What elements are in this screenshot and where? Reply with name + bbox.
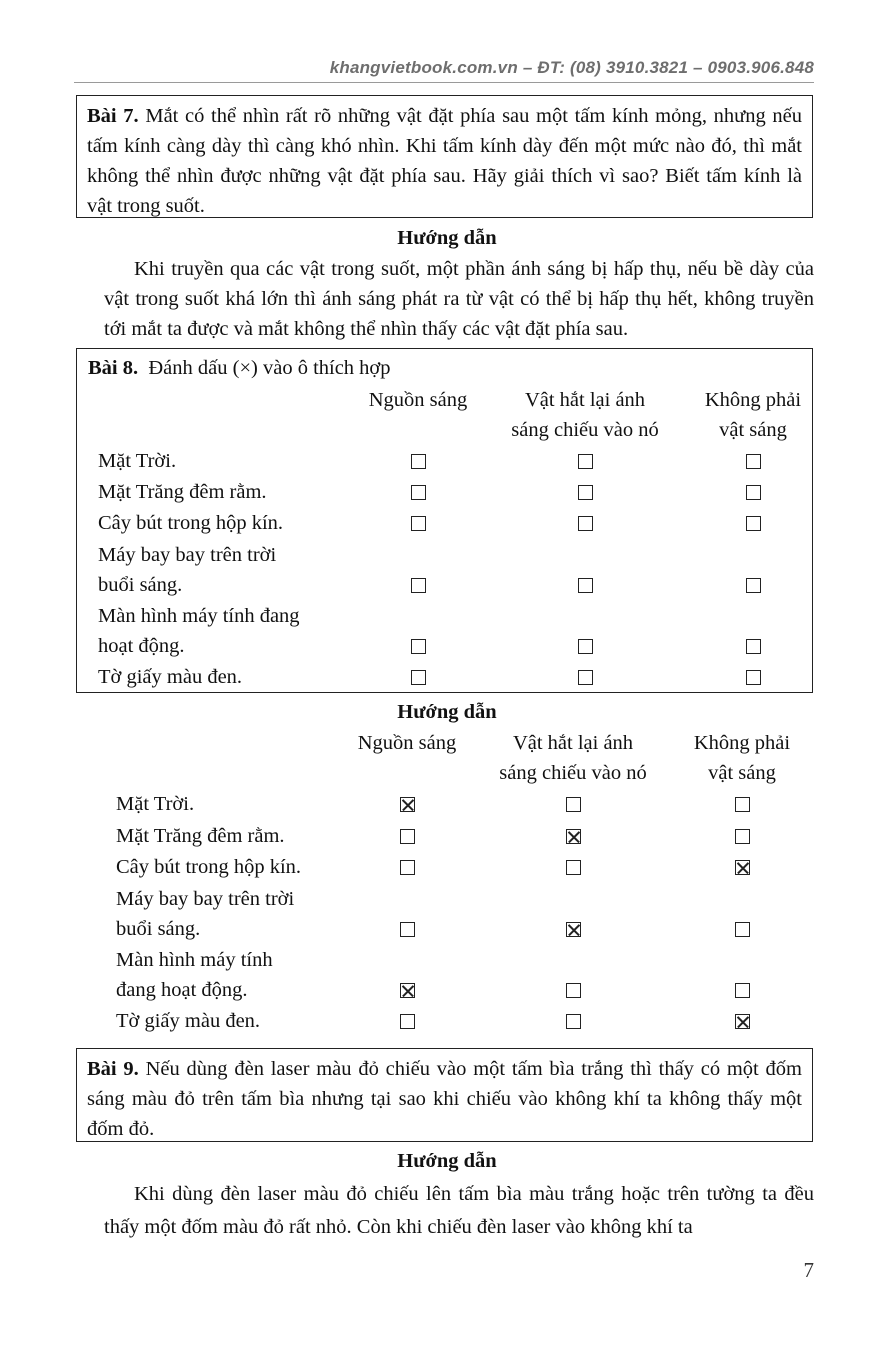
row-label-line: Mặt Trăng đêm rằm. xyxy=(98,481,267,503)
bai7-guide-heading: Hướng dẫn xyxy=(397,227,497,249)
column-header-line: Vật hắt lại ánh xyxy=(524,389,646,411)
row-label-line: Màn hình máy tính xyxy=(116,949,273,971)
column-header-line: Vật hắt lại ánh xyxy=(512,732,634,754)
column-header-line: vật sáng xyxy=(719,419,787,441)
row-label-line: Tờ giấy màu đen. xyxy=(98,666,243,688)
bai8-heading xyxy=(88,353,391,383)
table-row-label xyxy=(116,789,194,819)
checkbox-icon xyxy=(400,829,415,844)
row-label-line: hoạt động. xyxy=(98,635,185,657)
row-label-line: đang hoạt động. xyxy=(116,979,248,1001)
row-label-line: Màn hình máy tính đang xyxy=(98,605,300,627)
checkbox-icon xyxy=(746,670,761,685)
checkbox-icon xyxy=(566,797,581,812)
table-row-label xyxy=(116,884,294,944)
checkbox-icon xyxy=(400,922,415,937)
row-label-line: Mặt Trời. xyxy=(116,793,195,815)
column-header-line: Nguồn sáng xyxy=(368,389,468,411)
column-header-line: sáng chiếu vào nó xyxy=(499,762,647,784)
table-row-label xyxy=(98,508,283,538)
checkbox-icon xyxy=(411,485,426,500)
bai9-guide-text: Khi dùng đèn laser màu đỏ chiếu lên tấm bìa màu trắng hoặc trên tường ta đều thấy một đốm màu đỏ rất nhỏ. Còn khi chiếu đèn laser vào không khí ta xyxy=(104,1183,814,1238)
checkbox-icon xyxy=(566,860,581,875)
checkbox-icon xyxy=(411,516,426,531)
checkbox-icon xyxy=(566,1014,581,1029)
bai7-text: Mắt có thể nhìn rất rõ những vật đặt phía sau một tấm kính mỏng, nhưng nếu tấm kính càng dày thì càng khó nhìn. Khi tấm kính dày đến một mức nào đó, thì mắt không thể nhìn được những vật đặt phía sau. Hãy giải thích vì sao? Biết tấm kính là vật trong suốt. xyxy=(87,105,802,217)
bai9-guide-heading: Hướng dẫn xyxy=(397,1150,497,1172)
bai7-box xyxy=(76,95,813,218)
checked-box-icon xyxy=(400,797,415,812)
column-header-line: vật sáng xyxy=(708,762,776,784)
column-header xyxy=(653,385,853,445)
table-row-label xyxy=(98,601,300,661)
bai9-label: Bài 9. xyxy=(87,1058,139,1080)
table-row-label xyxy=(98,446,176,476)
checkbox-icon xyxy=(746,578,761,593)
checkbox-icon xyxy=(746,454,761,469)
checkbox-icon xyxy=(746,639,761,654)
checked-box-icon xyxy=(566,829,581,844)
column-header-line: Nguồn sáng xyxy=(357,732,457,754)
checkbox-icon xyxy=(411,578,426,593)
column-header xyxy=(642,728,842,788)
row-label-line: Mặt Trời. xyxy=(98,450,177,472)
table-row-label xyxy=(116,852,301,882)
column-header-line: sáng chiếu vào nó xyxy=(511,419,659,441)
table-row-label xyxy=(98,540,276,600)
checkbox-icon xyxy=(400,860,415,875)
row-label-line: buổi sáng. xyxy=(98,574,183,596)
row-label-line: Cây bút trong hộp kín. xyxy=(116,856,302,878)
bai7-guide-text: Khi truyền qua các vật trong suốt, một phần ánh sáng bị hấp thụ, nếu bề dày của vật trong suốt khá lớn thì ánh sáng phát ra từ vật có thể bị hấp thụ hết, không truyền tới mắt ta được và mắt không thể nhìn thấy các vật đặt phía sau. xyxy=(104,258,814,340)
row-label-line: Mặt Trăng đêm rằm. xyxy=(116,825,285,847)
header-text: khangvietbook.com.vn – ĐT: (08) 3910.3821 – 0903.906.848 xyxy=(329,58,814,77)
checkbox-icon xyxy=(735,829,750,844)
checkbox-icon xyxy=(746,516,761,531)
row-label-line: buổi sáng. xyxy=(116,918,201,940)
row-label-line: Cây bút trong hộp kín. xyxy=(98,512,284,534)
checkbox-icon xyxy=(578,454,593,469)
bai7-paragraph xyxy=(87,101,802,221)
bai8-guide-heading: Hướng dẫn xyxy=(397,701,497,723)
checked-box-icon xyxy=(400,983,415,998)
row-label-line: Máy bay bay trên trời xyxy=(116,888,295,910)
bai9-box xyxy=(76,1048,813,1142)
checkbox-icon xyxy=(566,983,581,998)
checkbox-icon xyxy=(411,454,426,469)
checked-box-icon xyxy=(735,1014,750,1029)
checkbox-icon xyxy=(735,922,750,937)
checkbox-icon xyxy=(735,797,750,812)
row-label-line: Tờ giấy màu đen. xyxy=(116,1010,261,1032)
table-row-label xyxy=(116,1006,260,1036)
page-number: 7 xyxy=(803,1258,814,1282)
table-row-label xyxy=(98,662,242,692)
bai8-label: Bài 8. xyxy=(88,357,139,379)
table-row-label xyxy=(116,821,285,851)
checkbox-icon xyxy=(578,485,593,500)
checkbox-icon xyxy=(746,485,761,500)
checkbox-icon xyxy=(578,670,593,685)
header-rule xyxy=(74,82,814,83)
checkbox-icon xyxy=(578,639,593,654)
checkbox-icon xyxy=(411,670,426,685)
bai7-label: Bài 7. xyxy=(87,105,139,127)
table-row-label xyxy=(116,945,273,1005)
row-label-line: Máy bay bay trên trời xyxy=(98,544,277,566)
bai9-paragraph xyxy=(87,1054,802,1144)
checkbox-icon xyxy=(400,1014,415,1029)
checkbox-icon xyxy=(735,983,750,998)
column-header-line: Không phải xyxy=(693,732,791,754)
bai8-instruction: Đánh dấu (×) vào ô thích hợp xyxy=(148,357,391,379)
checkbox-icon xyxy=(578,516,593,531)
bai9-text: Nếu dùng đèn laser màu đỏ chiếu vào một tấm bìa trắng thì thấy có một đốm sáng màu đỏ trên tấm bìa nhưng tại sao khi chiếu vào không khí ta không thấy một đốm đỏ. xyxy=(87,1058,802,1140)
column-header-line: Không phải xyxy=(704,389,802,411)
checked-box-icon xyxy=(566,922,581,937)
checked-box-icon xyxy=(735,860,750,875)
checkbox-icon xyxy=(411,639,426,654)
table-row-label xyxy=(98,477,267,507)
checkbox-icon xyxy=(578,578,593,593)
